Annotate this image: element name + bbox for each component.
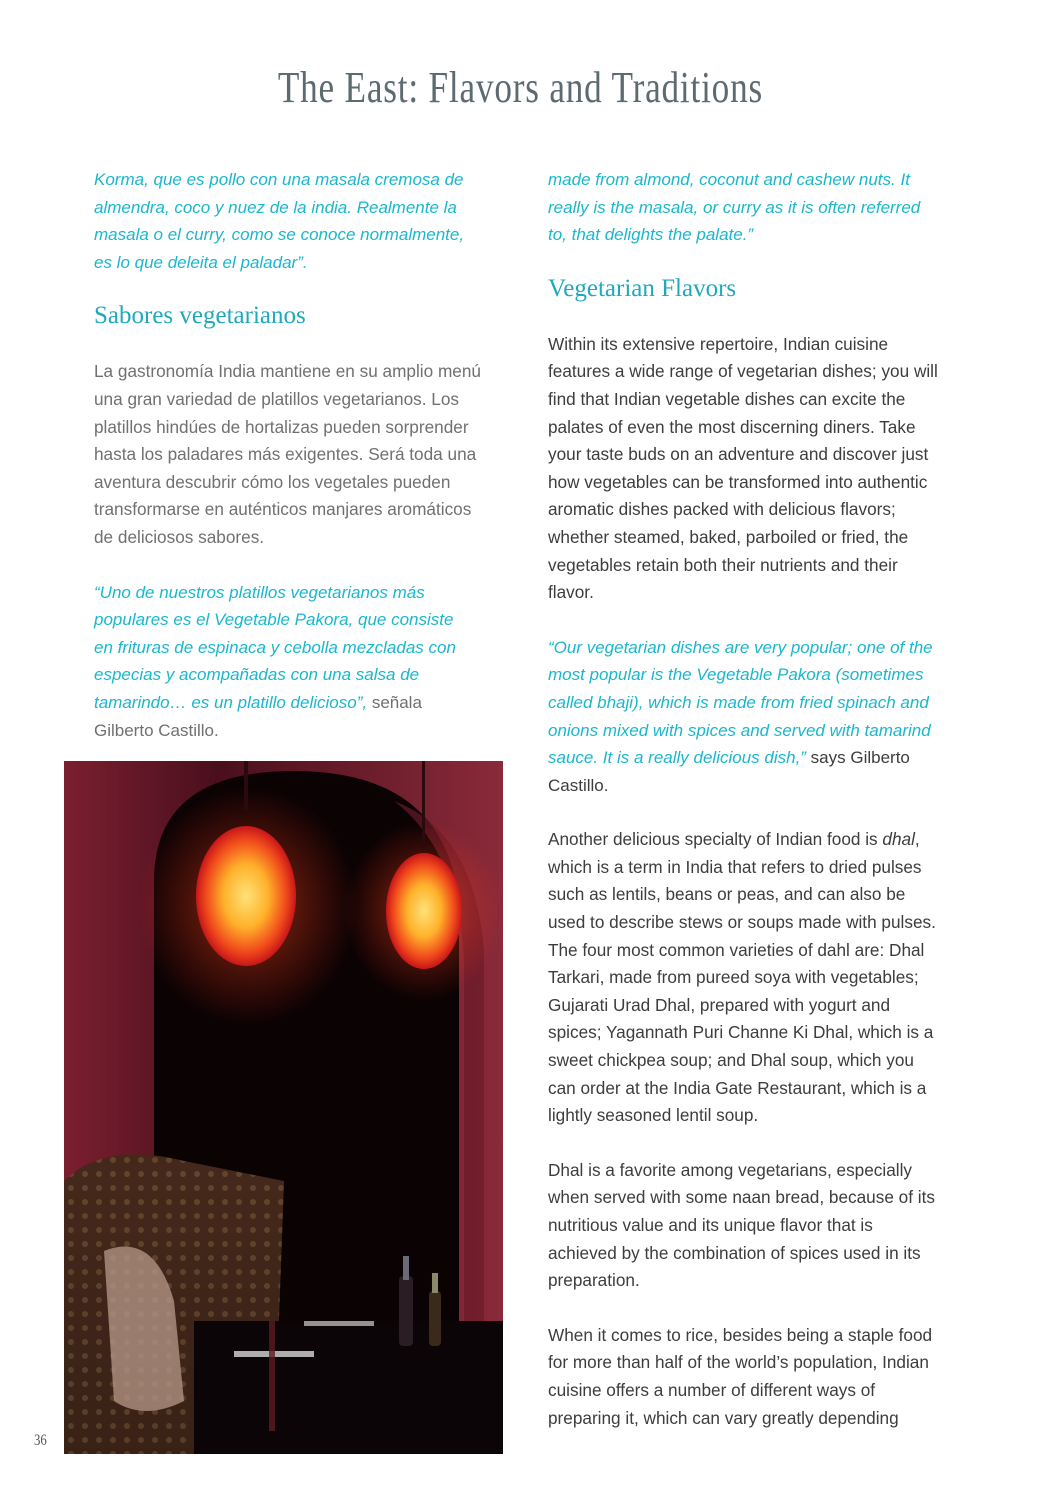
section-heading-es: Sabores vegetarianos xyxy=(94,302,306,330)
dhal-paragraph xyxy=(548,826,943,1130)
page-number: 36 xyxy=(34,1432,47,1449)
pakora-quote-en xyxy=(548,634,943,800)
spanish-column xyxy=(94,166,489,744)
restaurant-lamps-photo xyxy=(64,761,503,1454)
rice-paragraph: When it comes to rice, besides being a staple food for more than half of the world’s population, Indian cuisine offers a number of different ways of preparing it, which can vary greatly depending xyxy=(548,1324,933,1428)
masala-quote-en: made from almond, coconut and cashew nuts. It really is the masala, or curry as it is often referred to, that delights the palate.” xyxy=(548,170,921,245)
dhal-intro: Another delicious specialty of Indian food is xyxy=(548,829,883,850)
pakora-quote-text-en: “Our vegetarian dishes are very popular; one of the most popular is the Vegetable Pakora (sometimes called bhaji), which is made from fried spinach and onions mixed with spices and served with tamarind sauce. It is a really delicious dish,” xyxy=(548,637,933,768)
vegetarian-paragraph-en: Within its extensive repertoire, Indian cuisine features a wide range of vegetarian dishes; you will find that Indian vegetable dishes can excite the palates of even the most discerning diners. Take your taste buds on an adventure and discover just how vegetables can be transformed into authentic aromatic dishes packed with delicious flavors; whether steamed, baked, parboiled or fried, the vegetables retain both their nutrients and their flavor. xyxy=(548,333,938,603)
pakora-attribution-es: señala Gilberto Castillo. xyxy=(94,692,422,740)
vegetarian-paragraph-es: La gastronomía India mantiene en su amplio menú una gran variedad de platillos vegetarianos. Los platillos hindúes de hortalizas pueden sorprender hasta los paladares más exigentes. Será toda una aventura descubrir cómo los vegetales pueden transformarse en auténticos manjares aromáticos de deliciosos sabores. xyxy=(94,361,481,547)
page-title: The East: Flavors and Traditions xyxy=(277,63,763,112)
korma-quote-es: Korma, que es pollo con una masala cremosa de almendra, coco y nuez de la india. Realmente la masala o el curry, como se conoce normalmente, es lo que deleita el paladar”. xyxy=(94,170,465,272)
pakora-quote-text-es: “Uno de nuestros platillos vegetarianos más populares es el Vegetable Pakora, que consiste en frituras de espinaca y cebolla mezcladas con especias y acompañadas con una salsa de tamarindo… es un platillo delicioso”, xyxy=(94,582,456,712)
pakora-attribution-en: says Gilberto Castillo. xyxy=(548,748,910,795)
section-heading-en: Vegetarian Flavors xyxy=(548,274,737,302)
english-column xyxy=(548,166,943,1432)
dhal-favorite-paragraph: Dhal is a favorite among vegetarians, especially when served with some naan bread, because of its nutritious value and its unique flavor that is achieved by the combination of spices used in its preparation. xyxy=(548,1159,935,1291)
dhal-term: dhal xyxy=(882,829,915,850)
pakora-quote-es xyxy=(94,579,459,745)
dhal-rest: , which is a term in India that refers to dried pulses such as lentils, beans or peas, and can also be used to describe stews or soups made with pulses. The four most common varieties of dahl are: Dhal Tarkari, made from pureed soya with vegetables; Gujarati Urad Dhal, prepared with yogurt and spices; Yagannath Puri Channe Ki Dhal, which is a sweet chickpea soup; and Dhal soup, which you can order at the India Gate Restaurant, which is a lightly seasoned lentil soup. xyxy=(548,829,936,1126)
